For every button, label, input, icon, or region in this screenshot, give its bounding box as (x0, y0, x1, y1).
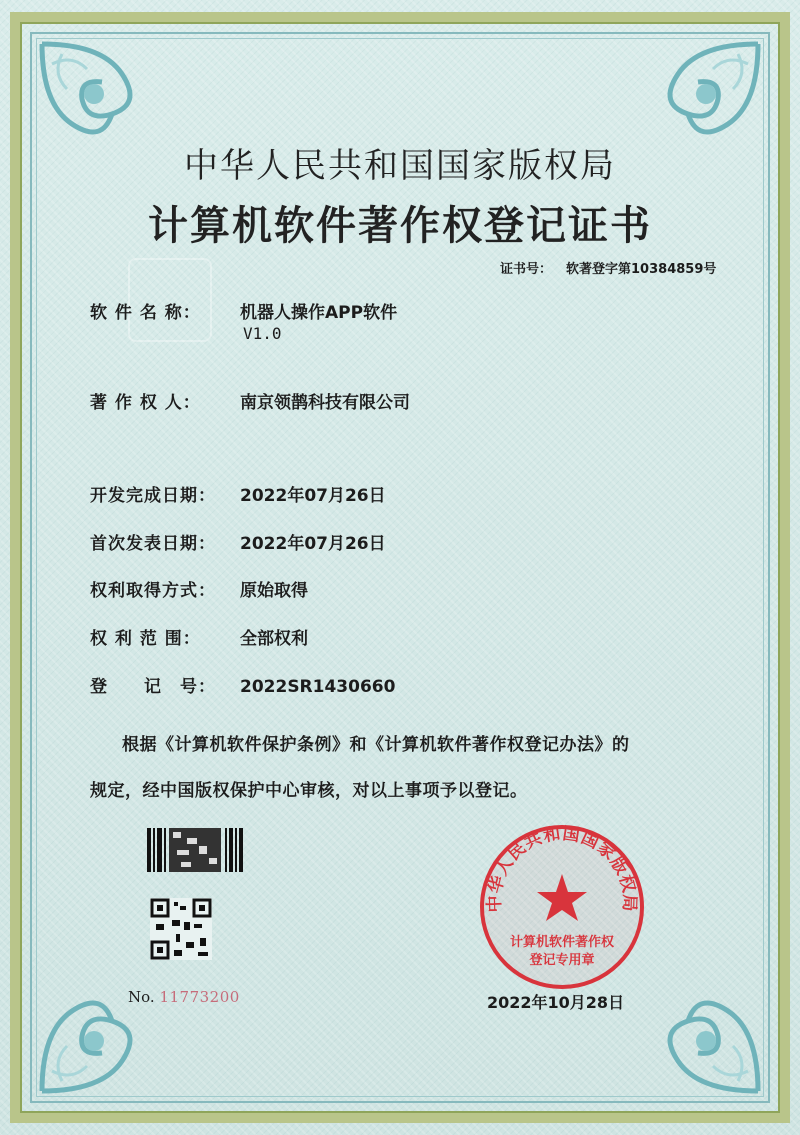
seal-inner-line-1: 计算机软件著作权 (509, 935, 615, 950)
official-seal-icon (477, 822, 647, 992)
field-value: 2022年07月26日 (240, 486, 386, 506)
issuing-authority: 中华人民共和国国家版权局 (184, 146, 616, 186)
software-version: V1.0 (243, 324, 282, 343)
field-value: 2022SR1430660 (240, 677, 396, 697)
barcode-icon (147, 828, 243, 872)
field-rights-scope (90, 624, 308, 649)
field-first-publication-date (90, 529, 386, 554)
field-value: 原始取得 (240, 581, 308, 601)
field-label: 软 件 名 称： (90, 303, 201, 323)
certificate-title: 计算机软件著作权登记证书 (148, 202, 652, 249)
certificate-number-value: 软著登字第10384859号 (566, 262, 717, 277)
serial-value: 11773200 (159, 988, 240, 1006)
seal-outer-text: 中华人民共和国国家版权局 (484, 823, 640, 913)
field-label: 登 记 号： (90, 677, 216, 697)
field-value: 机器人操作APP软件 (240, 303, 398, 323)
serial-prefix: No. (128, 988, 155, 1006)
statement-line-2: 规定，经中国版权保护中心审核，对以上事项予以登记。 (90, 781, 528, 801)
issue-date: 2022年10月28日 (487, 993, 625, 1012)
field-value: 全部权利 (240, 629, 308, 649)
statement-line-1: 根据《计算机软件保护条例》和《计算机软件著作权登记办法》的 (122, 735, 630, 755)
field-value: 南京领鹊科技有限公司 (240, 393, 410, 413)
seal-inner-line-2: 登记专用章 (529, 953, 595, 968)
field-registration-number (90, 672, 395, 697)
field-completion-date (90, 481, 386, 506)
field-software-name (90, 298, 397, 323)
corner-ornament-icon (32, 951, 182, 1101)
field-label: 著 作 权 人： (90, 393, 201, 413)
field-label: 权利取得方式： (90, 581, 216, 601)
field-copyright-owner (90, 388, 410, 413)
field-label: 首次发表日期： (90, 534, 216, 554)
field-acquisition-method (90, 576, 308, 601)
field-label: 开发完成日期： (90, 486, 216, 506)
field-value: 2022年07月26日 (240, 534, 386, 554)
serial-number (128, 988, 240, 1006)
certificate-number-label: 证书号： (500, 262, 553, 277)
certificate-number (500, 258, 716, 277)
field-label: 权 利 范 围： (90, 629, 201, 649)
qr-code-icon (150, 898, 212, 960)
